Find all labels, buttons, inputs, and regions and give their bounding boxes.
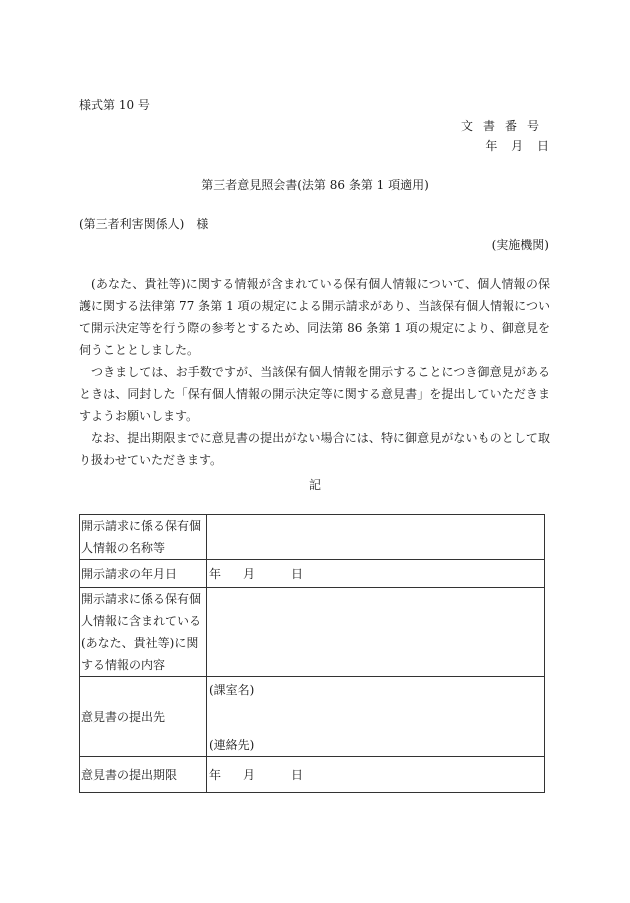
month-label: 月	[243, 768, 256, 782]
info-table	[79, 514, 545, 793]
addressee: (第三者利害関係人) 様	[79, 217, 209, 231]
submission-destination-label: 意見書の提出先	[80, 677, 207, 757]
disclosure-info-name-value[interactable]	[207, 515, 545, 560]
day-label: 日	[291, 567, 304, 581]
body-text	[79, 273, 550, 471]
table-row	[80, 757, 545, 793]
document-title: 第三者意見照会書(法第 86 条第 1 項適用)	[201, 178, 429, 192]
request-date-label: 開示請求の年月日	[80, 560, 207, 588]
table-row	[80, 515, 545, 560]
table-row	[80, 560, 545, 588]
info-content-value[interactable]	[207, 588, 545, 677]
info-content-label: 開示請求に係る保有個人情報に含まれている(あなた、貴社等)に関する情報の内容	[80, 588, 207, 677]
body-paragraph-3: なお、提出期限までに意見書の提出がない場合には、特に御意見がないものとして取り扱わせていただきます。	[79, 431, 550, 467]
sender-agency: (実施機関)	[491, 238, 549, 252]
year-label: 年	[209, 567, 222, 581]
document-number: 文書番号	[460, 119, 549, 133]
table-row	[80, 588, 545, 677]
submission-deadline-value[interactable]	[207, 757, 545, 793]
day-label: 日	[291, 768, 304, 782]
request-date-value[interactable]	[207, 560, 545, 588]
form-number: 様式第 10 号	[79, 98, 150, 112]
document-date: 年 月 日	[485, 139, 549, 153]
body-paragraph-1: (あなた、貴社等)に関する情報が含まれている保有個人情報について、個人情報の保護に関する法律第 77 条第 1 項の規定による開示請求があり、当該保有個人情報について開示決定等を行う際の参考とするため、同法第 86 条第 1 項の規定により、御意見を伺うこととしました。	[79, 277, 550, 357]
disclosure-info-name-label: 開示請求に係る保有個人情報の名称等	[80, 515, 207, 560]
year-label: 年	[209, 768, 222, 782]
section-name-label: (課室名)	[209, 682, 255, 697]
submission-destination-value[interactable]	[207, 677, 545, 757]
month-label: 月	[243, 567, 256, 581]
ki-heading: 記	[308, 478, 321, 492]
table-row	[80, 677, 545, 757]
submission-deadline-label: 意見書の提出期限	[80, 757, 207, 793]
contact-label: (連絡先)	[209, 737, 255, 752]
body-paragraph-2: つきましては、お手数ですが、当該保有個人情報を開示することにつき御意見があるときは、同封した「保有個人情報の開示決定等に関する意見書」を提出していただきますようお願いします。	[79, 365, 550, 423]
